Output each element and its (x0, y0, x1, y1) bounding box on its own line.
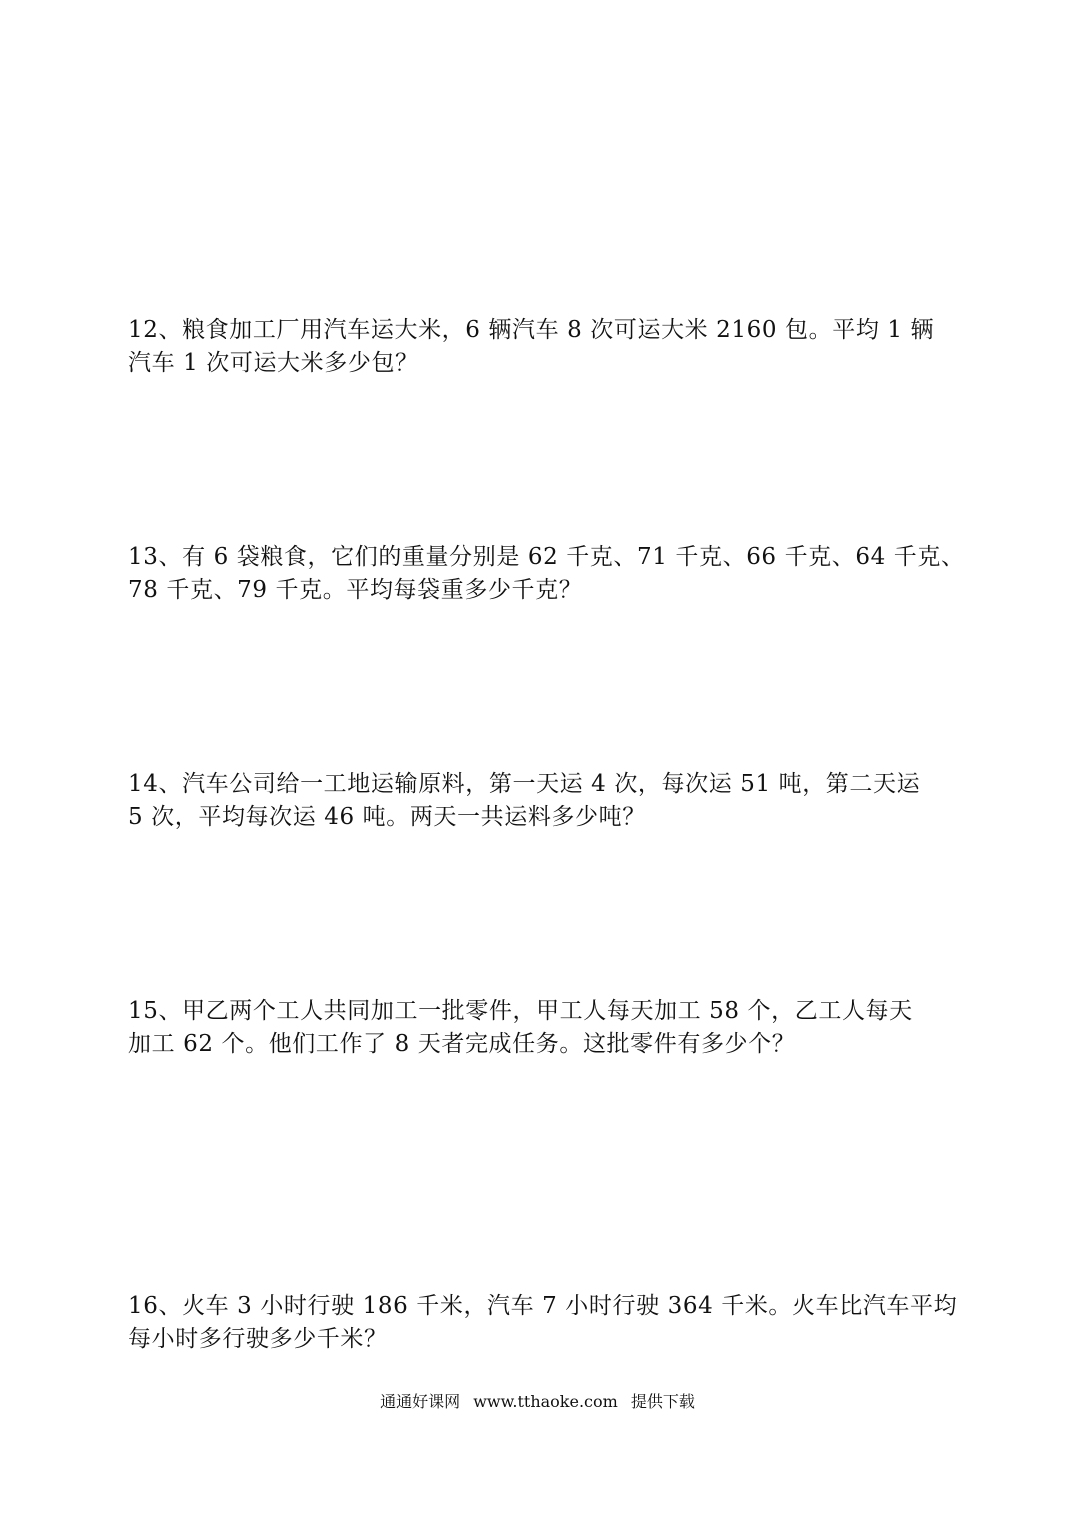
footer-url-link[interactable]: www.tthaoke.com (473, 1392, 618, 1411)
footer-site-name: 通通好课网 (380, 1392, 461, 1411)
problem-12 (128, 314, 952, 380)
problem-16-line-1: 16、火车 3 小时行驶 186 千米，汽车 7 小时行驶 364 千米。火车比汽车平均 (128, 1293, 958, 1319)
problem-13 (128, 541, 965, 607)
problem-15 (128, 995, 952, 1061)
page-footer (0, 1391, 1075, 1413)
problem-12-line-1: 12、粮食加工厂用汽车运大米，6 辆汽车 8 次可运大米 2160 包。平均 1 辆 (128, 317, 935, 343)
problem-16 (128, 1290, 958, 1356)
problem-15-line-2: 加工 62 个。他们工作了 8 天者完成任务。这批零件有多少个？ (128, 1031, 796, 1057)
problem-13-line-1: 13、有 6 袋粮食，它们的重量分别是 62 千克、71 千克、66 千克、64 千克、 (128, 544, 965, 570)
footer-suffix: 提供下载 (630, 1392, 695, 1411)
problem-14-line-2: 5 次，平均每次运 46 吨。两天一共运料多少吨？ (128, 804, 646, 830)
problem-13-line-2: 78 千克、79 千克。平均每袋重多少千克？ (128, 577, 583, 603)
problem-14 (128, 768, 952, 834)
problem-15-line-1: 15、甲乙两个工人共同加工一批零件，甲工人每天加工 58 个，乙工人每天 (128, 998, 913, 1024)
problem-14-line-1: 14、汽车公司给一工地运输原料，第一天运 4 次，每次运 51 吨，第二天运 (128, 771, 921, 797)
problem-12-line-2: 汽车 1 次可运大米多少包？ (128, 350, 419, 376)
problem-16-line-2: 每小时多行驶多少千米？ (128, 1326, 388, 1352)
